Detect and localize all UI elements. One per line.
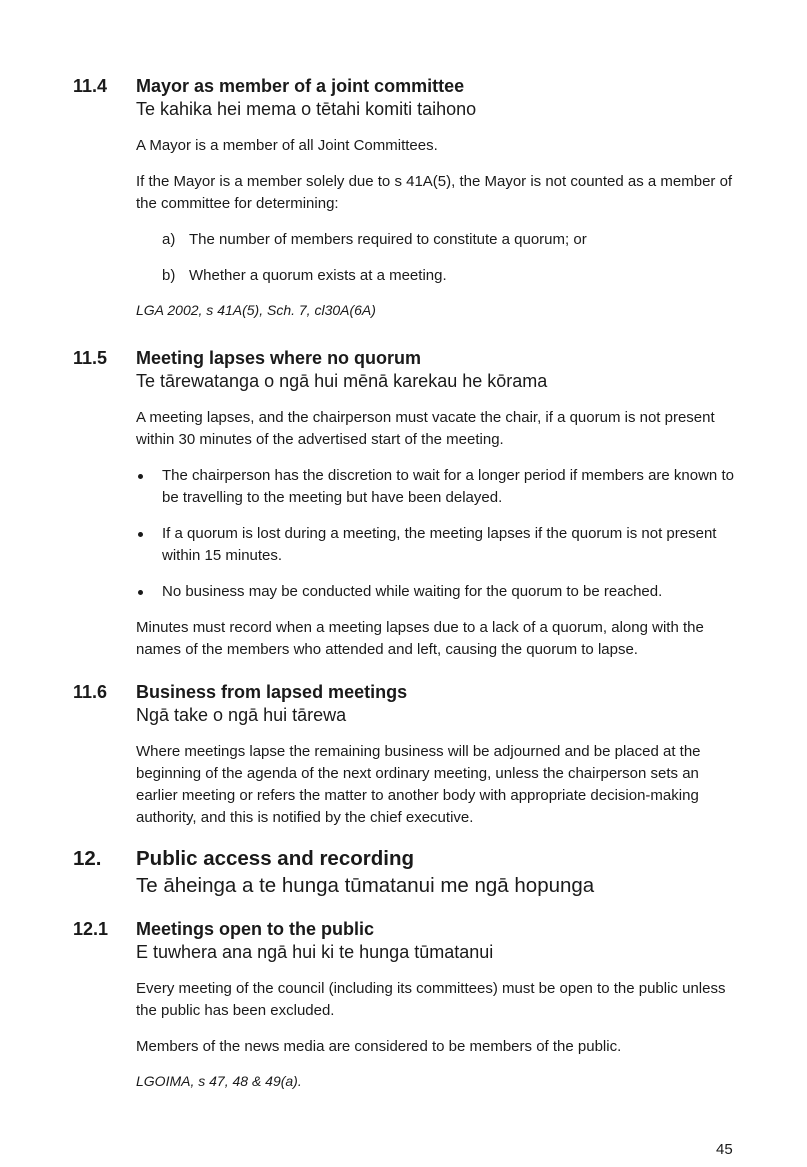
paragraph: A meeting lapses, and the chairperson must vacate the chair, if a quorum is not present within 30 minutes of the advertised start of the meeting. bbox=[136, 409, 715, 448]
citation: LGA 2002, s 41A(5), Sch. 7, cl30A(6A) bbox=[136, 302, 376, 318]
bullet-item bbox=[136, 581, 743, 603]
section-subtitle: Te kahika hei mema o tētahi komiti taihono bbox=[136, 99, 477, 119]
paragraph: Members of the news media are considered to be members of the public. bbox=[136, 1038, 622, 1055]
list-item-text: Whether a quorum exists at a meeting. bbox=[189, 267, 447, 284]
section-subtitle: Te āheinga a te hunga tūmatanui me ngā hopunga bbox=[136, 874, 595, 897]
section-11-4 bbox=[73, 75, 743, 321]
citation: LGOIMA, s 47, 48 & 49(a). bbox=[136, 1073, 302, 1089]
list-item bbox=[136, 229, 743, 251]
section-title: Mayor as member of a joint committee bbox=[136, 76, 465, 96]
page-number: 45 bbox=[716, 1141, 733, 1158]
section-12 bbox=[73, 846, 743, 900]
section-title: Business from lapsed meetings bbox=[136, 682, 408, 702]
section-number: 11.4 bbox=[73, 76, 108, 96]
list-item-label: a) bbox=[162, 231, 176, 248]
bullet-text: If a quorum is lost during a meeting, the meeting lapses if the quorum is not present within 15 minutes. bbox=[162, 525, 717, 564]
section-subtitle: E tuwhera ana ngā hui ki te hunga tūmatanui bbox=[136, 942, 494, 962]
section-number: 11.6 bbox=[73, 682, 108, 702]
section-body bbox=[136, 407, 743, 661]
list-item-label: b) bbox=[162, 267, 176, 284]
paragraph: Minutes must record when a meeting lapses due to a lack of a quorum, along with the names of the members who attended and left, causing the quorum to lapse. bbox=[136, 619, 704, 658]
list-item bbox=[136, 265, 743, 287]
bullet-text: No business may be conducted while waiting for the quorum to be reached. bbox=[162, 583, 663, 600]
paragraph: A Mayor is a member of all Joint Committees. bbox=[136, 137, 438, 154]
paragraph: Where meetings lapse the remaining business will be adjourned and be placed at the beginning of the agenda of the next ordinary meeting, unless the chairperson sets an earlier meeting or refers the matter to another body with appropriate decision-making authority, and this is notified by the chief executive. bbox=[136, 743, 701, 826]
section-subtitle: Te tārewatanga o ngā hui mēnā karekau he kōrama bbox=[136, 371, 548, 391]
section-11-6 bbox=[73, 681, 743, 829]
section-body bbox=[136, 741, 743, 829]
section-number: 11.5 bbox=[73, 348, 108, 368]
section-body bbox=[136, 978, 743, 1092]
section-11-5 bbox=[73, 347, 743, 661]
bullet-text: The chairperson has the discretion to wait for a longer period if members are known to be travelling to the meeting but have been delayed. bbox=[162, 467, 734, 506]
bullet-icon bbox=[138, 532, 143, 537]
bullet-item bbox=[136, 523, 743, 567]
bullet-item bbox=[136, 465, 743, 509]
section-subtitle: Ngā take o ngā hui tārewa bbox=[136, 705, 347, 725]
section-title: Public access and recording bbox=[136, 847, 414, 870]
section-title: Meetings open to the public bbox=[136, 919, 374, 939]
section-body bbox=[136, 135, 743, 321]
list-item-text: The number of members required to constitute a quorum; or bbox=[189, 231, 587, 248]
paragraph: If the Mayor is a member solely due to s 41A(5), the Mayor is not counted as a member of the committee for determining: bbox=[136, 173, 733, 212]
section-12-1 bbox=[73, 918, 743, 1092]
section-number: 12. bbox=[73, 847, 102, 870]
bullet-icon bbox=[138, 590, 143, 595]
paragraph: Every meeting of the council (including its committees) must be open to the public unless the public has been excluded. bbox=[136, 980, 726, 1019]
section-number: 12.1 bbox=[73, 919, 109, 939]
section-title: Meeting lapses where no quorum bbox=[136, 348, 422, 368]
bullet-icon bbox=[138, 474, 143, 479]
